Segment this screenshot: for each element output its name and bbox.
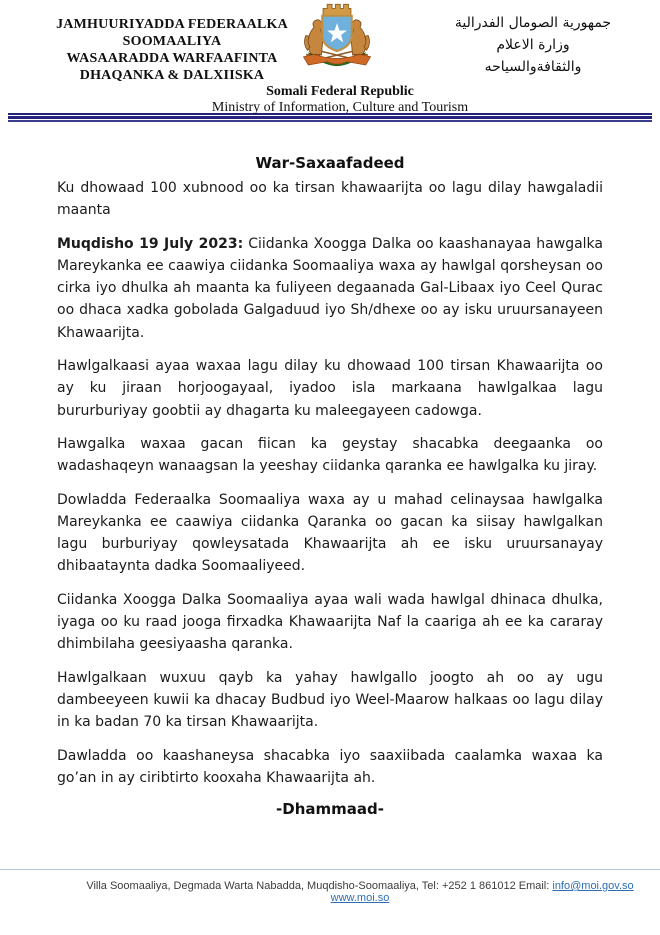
somalia-coat-of-arms-icon (296, 2, 378, 82)
ministry-name-somali-line: JAMHUURIYADDA FEDERAALKA (56, 17, 288, 32)
ministry-name-arabic-line: وزارة الاعلام (496, 37, 570, 53)
ministry-name-somali-line: DHAQANKA & DALXIISKA (79, 68, 265, 83)
letterhead (0, 0, 660, 113)
ministry-title-english: Ministry of Information, Culture and Tourism (211, 100, 469, 115)
ministry-name-arabic (414, 12, 652, 78)
paragraph-7: Dawladda oo kaashaneysa shacabka iyo saaxiibada caalamka waxaa ka go’an in ay ciribtirto kooxaha Khawaarijta ah. (57, 747, 603, 786)
footer-address: Villa Soomaaliya, Degmada Warta Nabadda, Muqdisho-Soomaaliya, Tel: +252 1 861012 Email: (86, 880, 550, 892)
paragraph-4: Dowladda Federaalka Soomaaliya waxa ay u mahad celinaysaa hawlgalka Mareykanka ee caawiya ciidanka Qaranka oo gacan ka siisay hawlgalkan lagu burburiyay qowleysatada Khawaarijta ah ee isku uruursanayay dhibaataynta dadka Soomaaliyeed. (57, 491, 603, 575)
page-footer (0, 869, 660, 904)
ministry-name-somali (26, 16, 318, 84)
paragraph-dateline (57, 233, 603, 344)
dateline: Muqdisho 19 July 2023: (57, 235, 244, 252)
paragraph-5: Ciidanka Xoogga Dalka Soomaaliya ayaa wali wada hawlgal dhinaca dhulka, iyaga oo ku raad jooga firxadka Khawaarijta Naf la caariga ah ee ka cararay dhimbilaha geesiyaasha qaranka. (57, 591, 603, 653)
footer-email-link[interactable]: info@moi.gov.so (552, 880, 634, 892)
document-body (0, 154, 660, 818)
closing-mark: -Dhammaad- (276, 800, 384, 819)
ministry-name-somali-line: SOOMAALIYA (122, 34, 222, 49)
ministry-name-english (0, 84, 660, 116)
ministry-name-arabic-line: والثقافةوالسياحه (484, 59, 582, 75)
paragraph-6: Hawlgalkaan wuxuu qayb ka yahay hawlgallo joogto ah oo ay ugu dambeeyeen kuwii ka dhacay Budbud iyo Weel-Maarow halkaas oo lagu dilay in ka badan 70 ka tirsan Khawaarijta. (57, 669, 603, 731)
paragraph-3: Hawgalka waxaa gacan fiican ka geystay shacabka deegaanka oo wadashaqeyn wanaagsan la yeeshay ciidanka qaranka ee hawlgalka ku jiray. (57, 435, 603, 475)
republic-name-english: Somali Federal Republic (266, 84, 414, 99)
ministry-name-arabic-line: جمهورية الصومال الفدرالية (454, 15, 612, 31)
paragraph-1-text: Ciidanka Xoogga Dalka oo kaashanayaa hawgalka Mareykanka ee caawiya ciidanka Soomaaliya waxa ay hawlgal qorsheysan oo cirka iyo dhulka ah maanta ka fuliyeen degaanada Gal-Libaax iyo Ceel Qurac oo dhaca xadka gobolada Galgaduud iyo Sh/dhexe oo ay isku uruursanayeen Khawaarijta. (57, 235, 603, 341)
footer-website-link[interactable]: www.moi.so (330, 892, 390, 904)
ministry-name-somali-line: WASAARADDA WARFAAFINTA (66, 51, 278, 66)
press-release-subtitle: Ku dhowaad 100 xubnood oo ka tirsan khawaarijta oo lagu dilay hawgaladii maanta (57, 180, 603, 219)
press-release-title: War-Saxaafadeed (255, 154, 405, 172)
paragraph-2: Hawlgalkaasi ayaa waxaa lagu dilay ku dhowaad 100 tirsan Khawaarijta oo ay ku jiraan horjoogayaal, iyadoo isla markaana hawlgalkaa lagu bururburiyay goobtii ay dhagarta ku maleegayeen cadowga. (57, 358, 603, 419)
